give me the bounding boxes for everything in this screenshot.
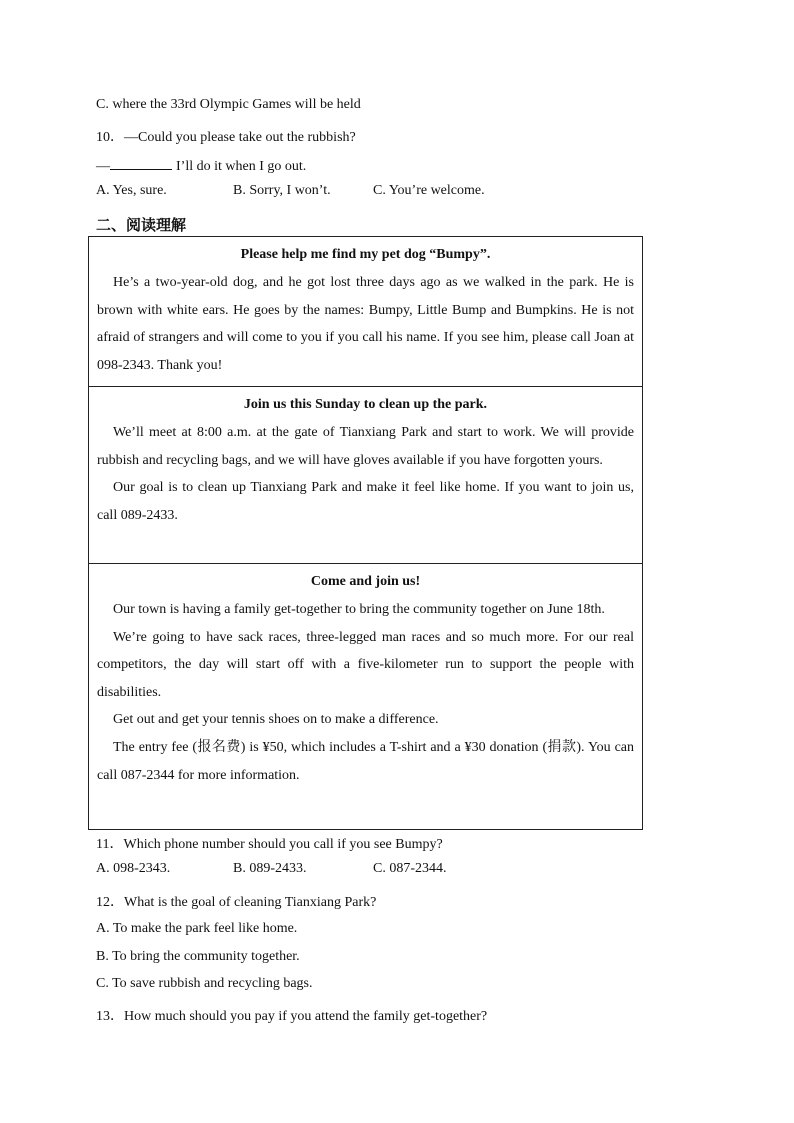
q10-option-a: A. Yes, sure. xyxy=(96,183,167,198)
passage-paragraph: Get out and get your tennis shoes on to make a difference. xyxy=(113,712,439,728)
q10-reply-dash: — xyxy=(96,159,110,174)
q12-option-c: C. To save rubbish and recycling bags. xyxy=(96,976,313,991)
passage-title: Come and join us! xyxy=(310,574,421,589)
q12-option-b: B. To bring the community together. xyxy=(96,949,300,964)
q11-prompt: 11．Which phone number should you call if you see Bumpy? xyxy=(96,837,443,852)
q13-prompt: 13．How much should you pay if you attend the family get-together? xyxy=(96,1009,488,1024)
passage-paragraph: The entry fee (报名费) is ¥50, which includes a T-shirt and a ¥30 donation (捐款). You can call 087-2344 for more information. xyxy=(97,739,634,783)
q10-reply-line xyxy=(96,156,306,175)
q11-option-b: B. 089-2433. xyxy=(233,861,307,876)
passage-paragraph: Our town is having a family get-together to bring the community together on June 18th. xyxy=(113,602,605,617)
q10-options xyxy=(96,183,485,199)
q12-option-a: A. To make the park feel like home. xyxy=(96,921,298,936)
q11-option-a: A. 098-2343. xyxy=(96,861,171,876)
passage-paragraph: Our goal is to clean up Tianxiang Park and make it feel like home. If you want to join us, call 089-2433. xyxy=(97,480,634,523)
passage-title: Please help me find my pet dog “Bumpy”. xyxy=(240,247,491,262)
passage-paragraph: We’ll meet at 8:00 a.m. at the gate of Tianxiang Park and start to work. We will provide rubbish and recycling bags, and we will have gloves available if you have forgotten yours. xyxy=(97,425,634,468)
q10-prompt: 10．—Could you please take out the rubbish? xyxy=(96,130,356,145)
q10-option-c: C. You’re welcome. xyxy=(373,183,485,198)
q9-option-c: C. where the 33rd Olympic Games will be held xyxy=(96,97,361,112)
passage-title: Join us this Sunday to clean up the park. xyxy=(243,397,488,412)
passage-paragraph: We’re going to have sack races, three-legged man races and so much more. For our real competitors, the day will start off with a five-kilometer run to support the people with disabilities. xyxy=(97,629,634,700)
passage-lost-dog xyxy=(89,237,642,387)
passage-clean-park xyxy=(89,387,642,564)
passage-get-together xyxy=(89,564,642,829)
q10-answer-blank xyxy=(110,156,172,170)
q10-option-b: B. Sorry, I won’t. xyxy=(233,183,331,198)
q11-option-c: C. 087-2344. xyxy=(373,861,447,876)
section-title: 二、阅读理解 xyxy=(96,216,187,234)
passages-table xyxy=(88,236,643,830)
q12-prompt: 12．What is the goal of cleaning Tianxiang Park? xyxy=(96,895,377,910)
passage-paragraph: He’s a two-year-old dog, and he got lost three days ago as we walked in the park. He is brown with white ears. He goes by the names: Bumpy, Little Bump and Bumpkins. He is not afraid of strangers and will come to you if you call his name. If you see him, please call Joan at 098-2343. Thank you! xyxy=(97,275,634,373)
q10-reply-text: I’ll do it when I go out. xyxy=(176,159,307,174)
q11-options xyxy=(96,861,447,877)
